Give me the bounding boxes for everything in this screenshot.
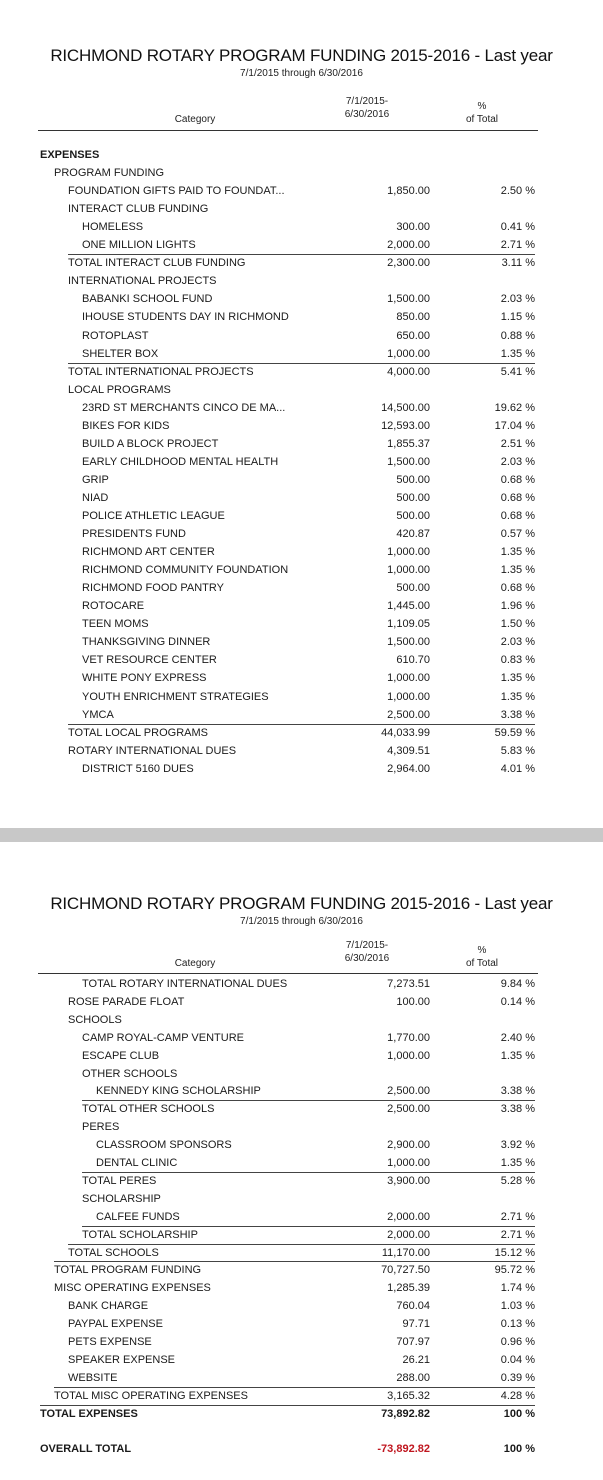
amount-cell: 850.00: [396, 311, 430, 324]
table-row: [0, 435, 603, 453]
table-row: [0, 993, 603, 1011]
percent-cell: 1.35 %: [500, 672, 535, 685]
category-label: ONE MILLION LIGHTS: [82, 239, 196, 252]
category-label: OTHER SCHOOLS: [82, 1067, 178, 1080]
amount-cell: 14,500.00: [381, 401, 430, 414]
amount-cell: 300.00: [396, 221, 430, 234]
table-row: [0, 489, 603, 507]
table-row: [0, 1279, 603, 1297]
category-label: NIAD: [82, 491, 109, 504]
percent-cell: 3.38 %: [500, 708, 535, 721]
header-rule: [38, 973, 538, 974]
category-label: ESCAPE CLUB: [82, 1049, 160, 1062]
total-row: [0, 254, 603, 272]
category-label: RICHMOND COMMUNITY FOUNDATION: [82, 564, 289, 577]
amount-cell: 100.00: [396, 995, 430, 1008]
category-label: MISC OPERATING EXPENSES: [54, 1282, 211, 1295]
category-label: THANKSGIVING DINNER: [82, 636, 211, 649]
amount-cell: 2,000.00: [387, 239, 430, 252]
amount-cell: 707.97: [396, 1336, 430, 1348]
amount-cell: 11,170.00: [381, 1246, 430, 1259]
percent-cell: 0.68 %: [500, 510, 535, 522]
category-label: RICHMOND FOOD PANTRY: [82, 582, 224, 595]
percent-cell: 59.59 %: [494, 726, 535, 739]
percent-cell: 1.15 %: [500, 311, 535, 324]
percent-cell: 0.68 %: [500, 473, 535, 486]
percent-cell: 1.74 %: [500, 1282, 535, 1295]
category-label: ROTOCARE: [82, 600, 145, 613]
column-header-amount-line1: 7/1/2015-: [345, 96, 389, 107]
amount-cell: 1,000.00: [387, 1049, 430, 1062]
column-header-category: Category: [174, 958, 216, 969]
amount-cell: 1,445.00: [387, 600, 430, 613]
category-label: HOMELESS: [82, 221, 144, 234]
column-header-pct-line2: of Total: [465, 958, 499, 969]
category-label: BABANKI SCHOOL FUND: [82, 293, 213, 306]
percent-cell: 5.83 %: [500, 744, 535, 757]
amount-cell: 26.21: [402, 1353, 430, 1366]
amount-cell: 500.00: [396, 582, 430, 595]
percent-cell: 0.83 %: [500, 654, 535, 667]
category-label: TOTAL INTERNATIONAL PROJECTS: [68, 365, 254, 378]
total-row: [0, 1100, 603, 1118]
amount-cell: 2,500.00: [387, 708, 430, 721]
percent-cell: 2.71 %: [500, 239, 535, 252]
table-row: [0, 688, 603, 706]
table-row: [0, 597, 603, 615]
category-label: OVERALL TOTAL: [40, 1443, 132, 1456]
amount-cell: 1,000.00: [387, 1157, 430, 1169]
table-row: [0, 381, 603, 399]
percent-cell: 19.62 %: [494, 401, 535, 414]
percent-cell: 2.03 %: [500, 636, 535, 649]
percent-cell: 100 %: [503, 1407, 535, 1420]
table-row: [0, 543, 603, 561]
amount-cell: 1,000.00: [387, 347, 430, 360]
amount-cell: 2,500.00: [387, 1085, 430, 1098]
category-label: GRIP: [82, 473, 109, 486]
percent-cell: 4.28 %: [500, 1389, 535, 1402]
category-label: TOTAL LOCAL PROGRAMS: [68, 726, 208, 739]
percent-cell: 2.51 %: [500, 437, 535, 450]
table-row: [0, 615, 603, 633]
total-row: [0, 1387, 603, 1405]
table-row: [0, 345, 603, 363]
table-row: [0, 308, 603, 326]
amount-cell: 288.00: [396, 1371, 430, 1384]
amount-cell: 1,850.00: [387, 185, 430, 198]
table-row: [0, 1029, 603, 1047]
category-label: BUILD A BLOCK PROJECT: [82, 437, 219, 450]
percent-cell: 0.57 %: [500, 528, 535, 541]
category-label: INTERACT CLUB FUNDING: [68, 203, 209, 216]
percent-cell: 1.50 %: [500, 618, 535, 631]
amount-cell: 44,033.99: [381, 726, 430, 739]
amount-cell: 1,770.00: [387, 1031, 430, 1044]
category-label: SHELTER BOX: [82, 347, 159, 360]
table-row: [0, 200, 603, 218]
category-label: VET RESOURCE CENTER: [82, 654, 217, 667]
percent-cell: 1.35 %: [500, 546, 535, 559]
percent-cell: 0.04 %: [500, 1353, 535, 1366]
column-header-pct-line1: %: [477, 945, 487, 956]
percent-cell: 0.68 %: [500, 491, 535, 504]
table-row: [0, 1440, 603, 1458]
category-label: SCHOLARSHIP: [82, 1192, 161, 1205]
category-label: WHITE PONY EXPRESS: [82, 672, 207, 685]
amount-cell: 4,309.51: [387, 744, 430, 757]
percent-cell: 15.12 %: [494, 1246, 535, 1259]
amount-cell: 2,300.00: [387, 257, 430, 270]
amount-cell: 1,285.39: [387, 1282, 430, 1295]
table-row: [0, 1065, 603, 1083]
table-row: [0, 290, 603, 308]
amount-cell: 2,500.00: [387, 1103, 430, 1116]
table-row: [0, 1315, 603, 1333]
amount-cell: 3,165.32: [387, 1389, 430, 1402]
percent-cell: 1.35 %: [500, 347, 535, 360]
category-label: INTERNATIONAL PROJECTS: [68, 275, 217, 288]
percent-cell: 0.14 %: [500, 995, 535, 1008]
category-label: TOTAL EXPENSES: [40, 1407, 138, 1420]
table-row: [0, 651, 603, 669]
table-row: [0, 164, 603, 182]
category-label: EARLY CHILDHOOD MENTAL HEALTH: [82, 455, 279, 468]
category-label: PAYPAL EXPENSE: [68, 1318, 163, 1331]
table-row: [0, 669, 603, 687]
column-header-amount-line1: 7/1/2015-: [345, 940, 389, 951]
category-label: DENTAL CLINIC: [96, 1157, 178, 1169]
percent-cell: 9.84 %: [500, 978, 535, 990]
table-row: [0, 146, 603, 164]
page-separator: [0, 828, 603, 842]
percent-cell: 1.03 %: [500, 1300, 535, 1313]
percent-cell: 3.38 %: [500, 1103, 535, 1116]
percent-cell: 1.35 %: [500, 690, 535, 703]
category-label: ROTARY INTERNATIONAL DUES: [68, 744, 237, 757]
amount-cell: 760.04: [396, 1300, 430, 1313]
report-page-2: [0, 842, 603, 1480]
percent-cell: 2.71 %: [500, 1228, 535, 1241]
amount-cell: 1,000.00: [387, 564, 430, 577]
column-header-amount-line2: 6/30/2016: [344, 109, 390, 120]
percent-cell: 0.41 %: [500, 221, 535, 234]
table-row: [0, 327, 603, 345]
table-row: [0, 1351, 603, 1369]
table-row: [0, 1208, 603, 1226]
percent-cell: 95.72 %: [494, 1264, 535, 1277]
percent-cell: 5.41 %: [500, 365, 535, 378]
category-label: TOTAL INTERACT CLUB FUNDING: [68, 257, 246, 270]
column-header-category: Category: [174, 114, 216, 125]
amount-cell: 500.00: [396, 491, 430, 504]
category-label: POLICE ATHLETIC LEAGUE: [82, 510, 225, 522]
amount-cell: 3,900.00: [387, 1174, 430, 1187]
category-label: TEEN MOMS: [82, 618, 149, 631]
amount-cell: 500.00: [396, 473, 430, 486]
percent-cell: 2.03 %: [500, 293, 535, 306]
category-label: KENNEDY KING SCHOLARSHIP: [96, 1085, 261, 1098]
category-label: TOTAL OTHER SCHOOLS: [82, 1103, 215, 1116]
amount-cell: 1,500.00: [387, 293, 430, 306]
amount-cell: 1,855.37: [387, 437, 430, 450]
table-row: [0, 272, 603, 290]
amount-cell: 1,109.05: [387, 618, 430, 631]
total-row: [0, 1261, 603, 1279]
table-row: [0, 218, 603, 236]
percent-cell: 2.71 %: [500, 1210, 535, 1223]
percent-cell: 0.39 %: [500, 1371, 535, 1384]
table-row: [0, 236, 603, 254]
category-label: PROGRAM FUNDING: [54, 167, 164, 180]
percent-cell: 1.35 %: [500, 564, 535, 577]
category-label: BIKES FOR KIDS: [82, 419, 170, 432]
category-label: CLASSROOM SPONSORS: [96, 1139, 232, 1152]
percent-cell: 1.35 %: [500, 1049, 535, 1062]
category-label: CALFEE FUNDS: [96, 1210, 180, 1223]
table-row: [0, 417, 603, 435]
category-label: PERES: [82, 1121, 120, 1134]
table-row: [0, 1136, 603, 1154]
amount-cell: 97.71: [402, 1318, 430, 1331]
report-date-range: 7/1/2015 through 6/30/2016: [240, 916, 363, 927]
percent-cell: 0.96 %: [500, 1336, 535, 1348]
percent-cell: 0.88 %: [500, 329, 535, 342]
table-row: [0, 1190, 603, 1208]
category-label: YOUTH ENRICHMENT STRATEGIES: [82, 690, 269, 703]
amount-cell: 7,273.51: [387, 978, 430, 990]
table-row: [0, 975, 603, 993]
total-row: [0, 1226, 603, 1244]
amount-cell: 1,500.00: [387, 455, 430, 468]
table-row: [0, 706, 603, 724]
category-label: DISTRICT 5160 DUES: [82, 762, 194, 775]
total-row: [0, 363, 603, 381]
category-label: TOTAL SCHOLARSHIP: [82, 1228, 198, 1241]
table-row: [0, 1011, 603, 1029]
category-label: ROTOPLAST: [82, 329, 149, 342]
category-label: PETS EXPENSE: [68, 1336, 152, 1348]
category-label: TOTAL SCHOOLS: [68, 1246, 159, 1259]
amount-cell: 4,000.00: [387, 365, 430, 378]
category-label: BANK CHARGE: [68, 1300, 149, 1313]
table-row: [0, 1369, 603, 1387]
percent-cell: 3.92 %: [500, 1139, 535, 1152]
category-label: TOTAL PERES: [82, 1174, 157, 1187]
category-label: PRESIDENTS FUND: [82, 528, 186, 541]
amount-cell: 73,892.82: [381, 1407, 430, 1420]
category-label: FOUNDATION GIFTS PAID TO FOUNDAT...: [68, 185, 285, 198]
percent-cell: 4.01 %: [500, 762, 535, 775]
table-row: [0, 1047, 603, 1065]
report-title: RICHMOND ROTARY PROGRAM FUNDING 2015-2016 - Last year: [50, 46, 553, 65]
amount-cell: -73,892.82: [377, 1443, 430, 1456]
amount-cell: 12,593.00: [381, 419, 430, 432]
table-row: [0, 561, 603, 579]
percent-cell: 1.35 %: [500, 1157, 535, 1169]
percent-cell: 1.96 %: [500, 600, 535, 613]
percent-cell: 2.40 %: [500, 1031, 535, 1044]
column-header-pct-line2: of Total: [465, 114, 499, 125]
amount-cell: 650.00: [396, 329, 430, 342]
amount-cell: 1,000.00: [387, 546, 430, 559]
total-row: [0, 1244, 603, 1262]
table-row: [0, 1154, 603, 1172]
amount-cell: 2,964.00: [387, 762, 430, 775]
table-row: [0, 1297, 603, 1315]
header-rule: [38, 130, 538, 131]
category-label: WEBSITE: [68, 1371, 118, 1384]
category-label: TOTAL ROTARY INTERNATIONAL DUES: [82, 978, 288, 990]
amount-cell: 1,000.00: [387, 672, 430, 685]
category-label: CAMP ROYAL-CAMP VENTURE: [82, 1031, 244, 1044]
amount-cell: 500.00: [396, 510, 430, 522]
amount-cell: 70,727.50: [381, 1264, 430, 1277]
percent-cell: 3.38 %: [500, 1085, 535, 1098]
amount-cell: 2,900.00: [387, 1139, 430, 1152]
percent-cell: 5.28 %: [500, 1174, 535, 1187]
amount-cell: 2,000.00: [387, 1210, 430, 1223]
percent-cell: 3.11 %: [501, 257, 535, 270]
category-label: SPEAKER EXPENSE: [68, 1353, 175, 1366]
amount-cell: 1,500.00: [387, 636, 430, 649]
spacer-row: [0, 1423, 603, 1441]
table-row: [0, 453, 603, 471]
total-row: [0, 724, 603, 742]
category-label: SCHOOLS: [68, 1013, 122, 1026]
table-row: [0, 182, 603, 200]
column-header-pct-line1: %: [477, 101, 487, 112]
amount-cell: 1,000.00: [387, 690, 430, 703]
percent-cell: 100 %: [503, 1443, 535, 1456]
percent-cell: 2.03 %: [500, 455, 535, 468]
amount-cell: 420.87: [396, 528, 430, 541]
table-row: [0, 579, 603, 597]
table-row: [0, 1333, 603, 1351]
total-row: [0, 1172, 603, 1190]
amount-cell: 2,000.00: [387, 1228, 430, 1241]
table-row: [0, 507, 603, 525]
category-label: IHOUSE STUDENTS DAY IN RICHMOND: [82, 311, 289, 324]
category-label: LOCAL PROGRAMS: [68, 383, 171, 396]
category-label: ROSE PARADE FLOAT: [68, 995, 185, 1008]
category-label: TOTAL MISC OPERATING EXPENSES: [54, 1389, 248, 1402]
percent-cell: 0.13 %: [500, 1318, 535, 1331]
report-title: RICHMOND ROTARY PROGRAM FUNDING 2015-2016 - Last year: [50, 894, 553, 913]
percent-cell: 17.04 %: [494, 419, 535, 432]
percent-cell: 0.68 %: [500, 582, 535, 595]
category-label: EXPENSES: [40, 149, 100, 161]
table-row: [0, 525, 603, 543]
percent-cell: 2.50 %: [500, 185, 535, 198]
table-row: [0, 471, 603, 489]
table-row: [0, 742, 603, 760]
column-header-amount-line2: 6/30/2016: [344, 953, 390, 964]
category-label: 23RD ST MERCHANTS CINCO DE MA...: [82, 401, 286, 414]
table-row: [0, 399, 603, 417]
total-row: [0, 1405, 603, 1423]
table-row: [0, 1082, 603, 1100]
table-row: [0, 633, 603, 651]
amount-cell: 610.70: [396, 654, 430, 667]
report-date-range: 7/1/2015 through 6/30/2016: [240, 68, 363, 79]
table-row: [0, 760, 603, 778]
category-label: YMCA: [82, 708, 114, 721]
category-label: TOTAL PROGRAM FUNDING: [54, 1264, 202, 1277]
table-row: [0, 1118, 603, 1136]
category-label: RICHMOND ART CENTER: [82, 546, 215, 559]
